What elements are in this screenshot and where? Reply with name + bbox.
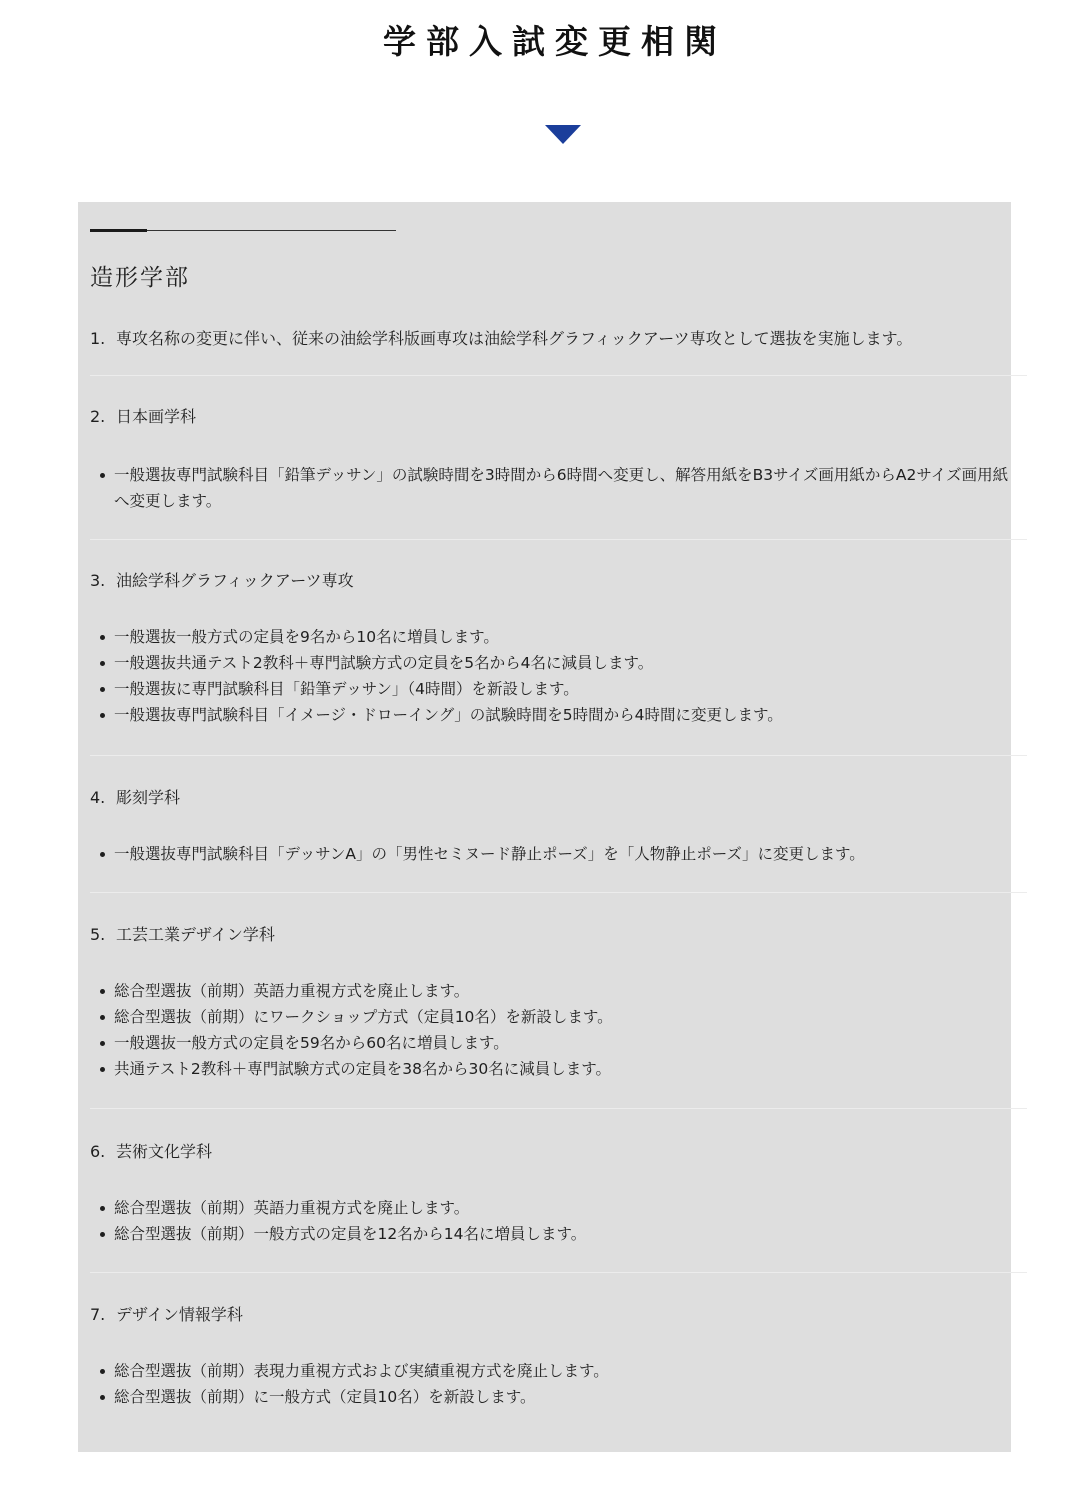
bullet-dot-icon [100,1067,105,1072]
section-1 [90,329,1027,376]
section-title: 芸術文化学科 [116,1142,213,1161]
section-title: 油絵学科グラフィックアーツ専攻 [116,571,354,590]
section-number: 2. [90,407,106,426]
section-number: 7. [90,1305,106,1324]
section-title: 日本画学科 [116,407,197,426]
list-item [100,1195,1015,1221]
list-item-text: 一般選抜専門試験科目「イメージ・ドローイング」の試験時間を5時間から4時間に変更します。 [114,706,783,724]
section-5 [90,925,1027,1109]
section-heading [90,925,1027,945]
section-heading [90,571,1027,591]
list-item [100,1221,1015,1247]
bullet-list [90,978,1027,1082]
list-item-text: 総合型選抜（前期）表現力重視方式および実績重視方式を廃止します。 [114,1362,609,1380]
list-item-text: 一般選抜専門試験科目「鉛筆デッサン」の試験時間を3時間から6時間へ変更し、解答用紙をB3サイズ画用紙からA2サイズ画用紙へ変更します。 [114,466,1009,510]
list-item [100,624,1015,650]
bullet-list [90,841,1027,867]
section-4 [90,788,1027,893]
list-item-text: 総合型選抜（前期）一般方式の定員を12名から14名に増員します。 [114,1225,587,1243]
page-title: 学部入試変更相関 [383,22,727,61]
list-item-text: 総合型選抜（前期）に一般方式（定員10名）を新設します。 [114,1388,536,1406]
section-number: 4. [90,788,106,807]
list-item-text: 一般選抜一般方式の定員を59名から60名に増員します。 [114,1034,509,1052]
accent-rule-thick [90,229,147,232]
bullet-dot-icon [100,989,105,994]
section-title: 彫刻学科 [116,788,181,807]
bullet-dot-icon [100,713,105,718]
list-item [100,1004,1015,1030]
section-number: 5. [90,925,106,944]
list-item [100,1030,1015,1056]
section-3 [90,571,1027,756]
bullet-dot-icon [100,1395,105,1400]
bullet-dot-icon [100,852,105,857]
list-item [100,1056,1015,1082]
section-heading [90,788,1027,808]
bullet-list [90,624,1027,728]
section-7 [90,1305,1027,1415]
list-item [100,650,1015,676]
list-item-text: 一般選抜共通テスト2教科＋専門試験方式の定員を5名から4名に減員します。 [114,654,654,672]
section-heading [90,329,1027,349]
bullet-dot-icon [100,1041,105,1046]
list-item-text: 一般選抜一般方式の定員を9名から10名に増員します。 [114,628,499,646]
section-title: デザイン情報学科 [116,1305,243,1324]
list-item-text: 総合型選抜（前期）英語力重視方式を廃止します。 [114,1199,470,1217]
list-item [100,978,1015,1004]
list-item-text: 一般選抜に専門試験科目「鉛筆デッサン」（4時間）を新設します。 [114,680,579,698]
section-heading [90,1305,1027,1325]
section-number: 1. [90,329,106,348]
section-title: 工芸工業デザイン学科 [116,925,275,944]
list-item [100,462,1015,514]
bullet-dot-icon [100,473,105,478]
faculty-title: 造形学部 [90,265,190,291]
section-title: 専攻名称の変更に伴い、従来の油絵学科版画専攻は油絵学科グラフィックアーツ専攻として選抜を実施します。 [116,329,913,348]
bullet-dot-icon [100,1232,105,1237]
list-item [100,676,1015,702]
section-number: 6. [90,1142,106,1161]
list-item-text: 共通テスト2教科＋専門試験方式の定員を38名から30名に減員します。 [114,1060,611,1078]
list-item-text: 一般選抜専門試験科目「デッサンA」の「男性セミヌード静止ポーズ」を「人物静止ポーズ」に変更します。 [114,845,865,863]
bullet-dot-icon [100,661,105,666]
list-item [100,841,1015,867]
list-item [100,702,1015,728]
content-panel [78,202,1011,1452]
bullet-list [90,1358,1027,1410]
bullet-dot-icon [100,1206,105,1211]
bullet-dot-icon [100,635,105,640]
bullet-list [90,1195,1027,1247]
section-heading [90,407,1027,427]
section-6 [90,1142,1027,1273]
down-arrow-icon [545,125,581,144]
section-2 [90,407,1027,540]
list-item [100,1384,1015,1410]
bullet-list [90,462,1027,514]
section-number: 3. [90,571,106,590]
bullet-dot-icon [100,687,105,692]
bullet-dot-icon [100,1369,105,1374]
list-item-text: 総合型選抜（前期）英語力重視方式を廃止します。 [114,982,470,1000]
list-item [100,1358,1015,1384]
list-item-text: 総合型選抜（前期）にワークショップ方式（定員10名）を新設します。 [114,1008,613,1026]
section-heading [90,1142,1027,1162]
bullet-dot-icon [100,1015,105,1020]
